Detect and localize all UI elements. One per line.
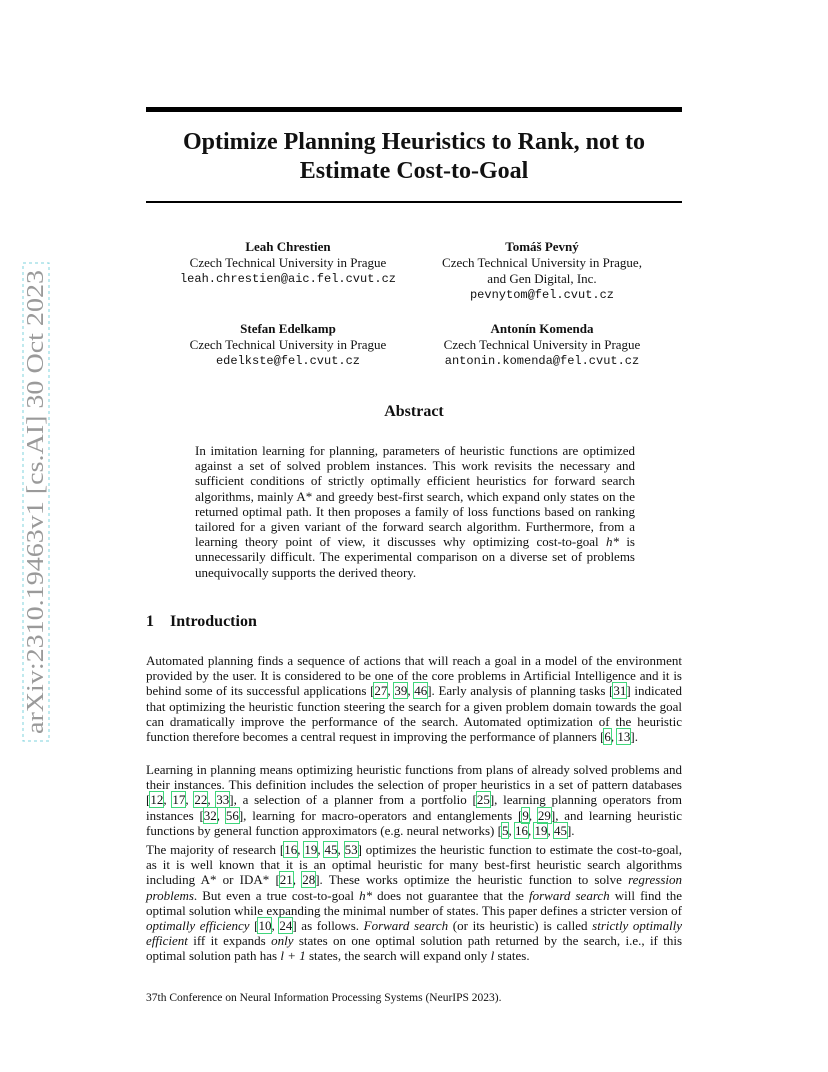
author-name: Antonín Komenda bbox=[490, 321, 594, 336]
paragraph bbox=[146, 653, 682, 744]
citation-link[interactable]: 17 bbox=[172, 792, 186, 808]
paragraph-text: will find the optimal solution while expanding the minimal number of states. This paper defines a stricter version of bbox=[146, 887, 682, 918]
citation-link[interactable]: 22 bbox=[194, 792, 208, 808]
paragraph-text: , bbox=[407, 683, 415, 699]
paragraph-text: iff it expands bbox=[187, 933, 272, 949]
paragraph-text: states. bbox=[494, 948, 530, 964]
citation-link[interactable]: 45 bbox=[553, 822, 567, 838]
citation-link[interactable]: 28 bbox=[302, 872, 316, 888]
paragraph-text: ], and learning heuristic functions by general function approximators (e.g. neural networks) [ bbox=[146, 807, 683, 838]
paragraph-text: Learning in planning means optimizing heuristic functions from plans of already solved problems and their instances. This definition includes the selection of proper heuristics in a set of pattern databases [ bbox=[146, 762, 682, 808]
paragraph-text: , bbox=[547, 822, 554, 838]
italic-text: forward search bbox=[528, 887, 610, 903]
paragraph-text: , bbox=[292, 872, 303, 888]
paragraph-text: does not guarantee that the bbox=[372, 887, 529, 903]
paragraph-text: , bbox=[163, 792, 173, 808]
author-block bbox=[412, 321, 672, 369]
abstract-text-a: In imitation learning for planning, parameters of heuristic functions are optimized against a set of solved problem instances. This work revisits the necessary and sufficient conditions of strictly optimally efficient heuristics for forward search algorithms, mainly A* and greedy best-first search, which expand only states on the returned optimal path. It then proposes a family of loss functions based on ranking tailored for a given variant of the forward search algorithm. Furthermore, from a learning theory point of view, it discusses why optimizing cost-to-goal bbox=[195, 443, 635, 550]
section-number: 1 bbox=[146, 613, 154, 630]
paragraph-text: , bbox=[271, 918, 280, 934]
author-email[interactable]: leah.chrestien@aic.fel.cvut.cz bbox=[179, 272, 397, 286]
author-name: Stefan Edelkamp bbox=[240, 321, 336, 336]
paragraph-text: ]. Early analysis of planning tasks [ bbox=[427, 683, 614, 699]
paragraph-text: . But even a true cost-to-goal bbox=[193, 887, 360, 903]
paragraph-text: states on one optimal solution path returned by the search, i.e., if this optimal solution path has bbox=[146, 933, 682, 964]
paragraph-text: , bbox=[527, 822, 535, 838]
citation-link[interactable]: 10 bbox=[258, 918, 272, 934]
paragraph-text: , bbox=[216, 807, 226, 823]
arxiv-stamp-text: arXiv:2310.19463v1 [cs.AI] 30 Oct 2023 bbox=[23, 336, 49, 734]
section-title: Introduction bbox=[170, 613, 257, 630]
citation-link[interactable]: 46 bbox=[414, 683, 428, 699]
paragraph-text: ]. These works optimize the heuristic function to solve bbox=[315, 872, 629, 888]
paragraph-text: ], learning for macro-operators and entanglements [ bbox=[238, 807, 523, 823]
conference-footnote: 37th Conference on Neural Information Processing Systems (NeurIPS 2023). bbox=[146, 992, 502, 1004]
citation-link[interactable]: 24 bbox=[279, 918, 293, 934]
italic-text: regression problems bbox=[146, 872, 682, 903]
paragraph-text: (or its heuristic) is called bbox=[448, 918, 593, 934]
paragraph-text: , bbox=[508, 822, 515, 838]
citation-link[interactable]: 9 bbox=[522, 807, 529, 823]
section-heading bbox=[146, 613, 257, 631]
italic-text: Forward search bbox=[363, 918, 449, 934]
author-email[interactable]: antonin.komenda@fel.cvut.cz bbox=[444, 354, 640, 368]
author-affiliation: Czech Technical University in Prague bbox=[189, 255, 387, 270]
paragraph-text: ]. bbox=[566, 822, 575, 838]
abstract-math: h* bbox=[605, 534, 619, 550]
citation-link[interactable]: 56 bbox=[225, 807, 239, 823]
italic-text: l + 1 bbox=[280, 948, 306, 964]
paragraph-text: , bbox=[207, 792, 217, 808]
citation-link[interactable]: 27 bbox=[374, 683, 388, 699]
paragraph-text: , bbox=[610, 729, 618, 745]
italic-text: l bbox=[490, 948, 495, 964]
paragraph-text: , bbox=[317, 842, 325, 857]
arxiv-stamp-graphic bbox=[22, 262, 50, 742]
arxiv-stamp[interactable] bbox=[22, 262, 50, 742]
italic-text: optimally efficiency bbox=[146, 918, 250, 934]
author-block bbox=[158, 239, 418, 287]
author-email[interactable]: pevnytom@fel.cvut.cz bbox=[469, 288, 615, 302]
author-block bbox=[158, 321, 418, 369]
citation-link[interactable]: 29 bbox=[537, 807, 551, 823]
paragraph-text: [ bbox=[249, 918, 259, 934]
abstract-text bbox=[195, 443, 635, 580]
paper-title bbox=[146, 128, 682, 186]
author-name: Leah Chrestien bbox=[245, 239, 331, 254]
title-line-2: Estimate Cost-to-Goal bbox=[299, 158, 529, 184]
author-block bbox=[412, 239, 672, 303]
author-affiliation: and Gen Digital, Inc. bbox=[487, 271, 597, 286]
citation-link[interactable]: 45 bbox=[324, 842, 338, 857]
author-affiliation: Czech Technical University in Prague bbox=[189, 337, 387, 352]
author-affiliation: Czech Technical University in Prague, bbox=[442, 255, 642, 270]
citation-link[interactable]: 53 bbox=[344, 842, 358, 857]
paragraph bbox=[146, 842, 682, 964]
citation-link[interactable]: 32 bbox=[203, 807, 217, 823]
italic-text: strictly optimally efficient bbox=[146, 918, 682, 949]
author-name: Tomáš Pevný bbox=[505, 239, 579, 254]
italic-text: only bbox=[271, 933, 294, 949]
citation-link[interactable]: 19 bbox=[304, 842, 318, 857]
paragraph-text: ]. bbox=[630, 729, 639, 745]
title-top-rule bbox=[146, 107, 682, 112]
citation-link[interactable]: 19 bbox=[534, 822, 548, 838]
citation-link[interactable]: 25 bbox=[476, 792, 490, 808]
paragraph-text: ], a selection of a planner from a portfolio [ bbox=[229, 792, 477, 808]
citation-link[interactable]: 13 bbox=[617, 729, 631, 745]
paragraph-text: ], learning planning operators from instances [ bbox=[146, 792, 683, 823]
abstract-text-b: is unnecessarily difficult. The experimental comparison on a diverse set of problems unequivocally supports the derived theory. bbox=[195, 534, 635, 580]
citation-link[interactable]: 39 bbox=[394, 683, 408, 699]
paragraph-text: , bbox=[297, 842, 305, 857]
italic-text: h* bbox=[359, 887, 373, 903]
citation-link[interactable]: 12 bbox=[150, 792, 164, 808]
citation-link[interactable]: 5 bbox=[501, 822, 509, 838]
paragraph-text: ] as follows. bbox=[292, 918, 364, 934]
paragraph bbox=[146, 762, 682, 838]
paragraph-text: The majority of research [ bbox=[146, 842, 285, 857]
paragraph-text: Automated planning finds a sequence of actions that will reach a goal in a model of the environment provided by the user. It is considered to be one of the core problems in Artificial Intelligence and it is behind some of its successful applications [ bbox=[146, 653, 682, 699]
author-affiliation: Czech Technical University in Prague bbox=[443, 337, 641, 352]
citation-link[interactable]: 21 bbox=[279, 872, 293, 888]
paragraph-text: ] indicated that optimizing the heuristic function steering the search for a given problem domain towards the goal can dramatically improve the performance of the search. Automated optimization of the heuristic function therefore becomes a central request in improving the performance of planners [ bbox=[146, 683, 683, 745]
citation-link[interactable]: 31 bbox=[613, 683, 627, 699]
paragraph-text: , bbox=[185, 792, 195, 808]
abstract-heading: Abstract bbox=[384, 403, 444, 420]
citation-link[interactable]: 6 bbox=[604, 729, 611, 745]
paragraph-text: , bbox=[337, 842, 345, 857]
paragraph-text: , bbox=[528, 807, 538, 823]
paragraph-text: ] optimizes the heuristic function to estimate the cost-to-goal, as it is well known that it is an optimal heuristic for many best-first heuristic search algorithms including A* or IDA* [ bbox=[146, 842, 683, 888]
citation-link[interactable]: 16 bbox=[514, 822, 528, 838]
citation-link[interactable]: 16 bbox=[284, 842, 298, 857]
title-line-1: Optimize Planning Heuristics to Rank, not to bbox=[182, 129, 645, 155]
title-bottom-rule bbox=[146, 201, 682, 203]
citation-link[interactable]: 33 bbox=[216, 792, 230, 808]
paragraph-text: states, the search will expand only bbox=[305, 948, 491, 964]
paragraph-text: , bbox=[387, 683, 395, 699]
author-email[interactable]: edelkste@fel.cvut.cz bbox=[215, 354, 361, 368]
